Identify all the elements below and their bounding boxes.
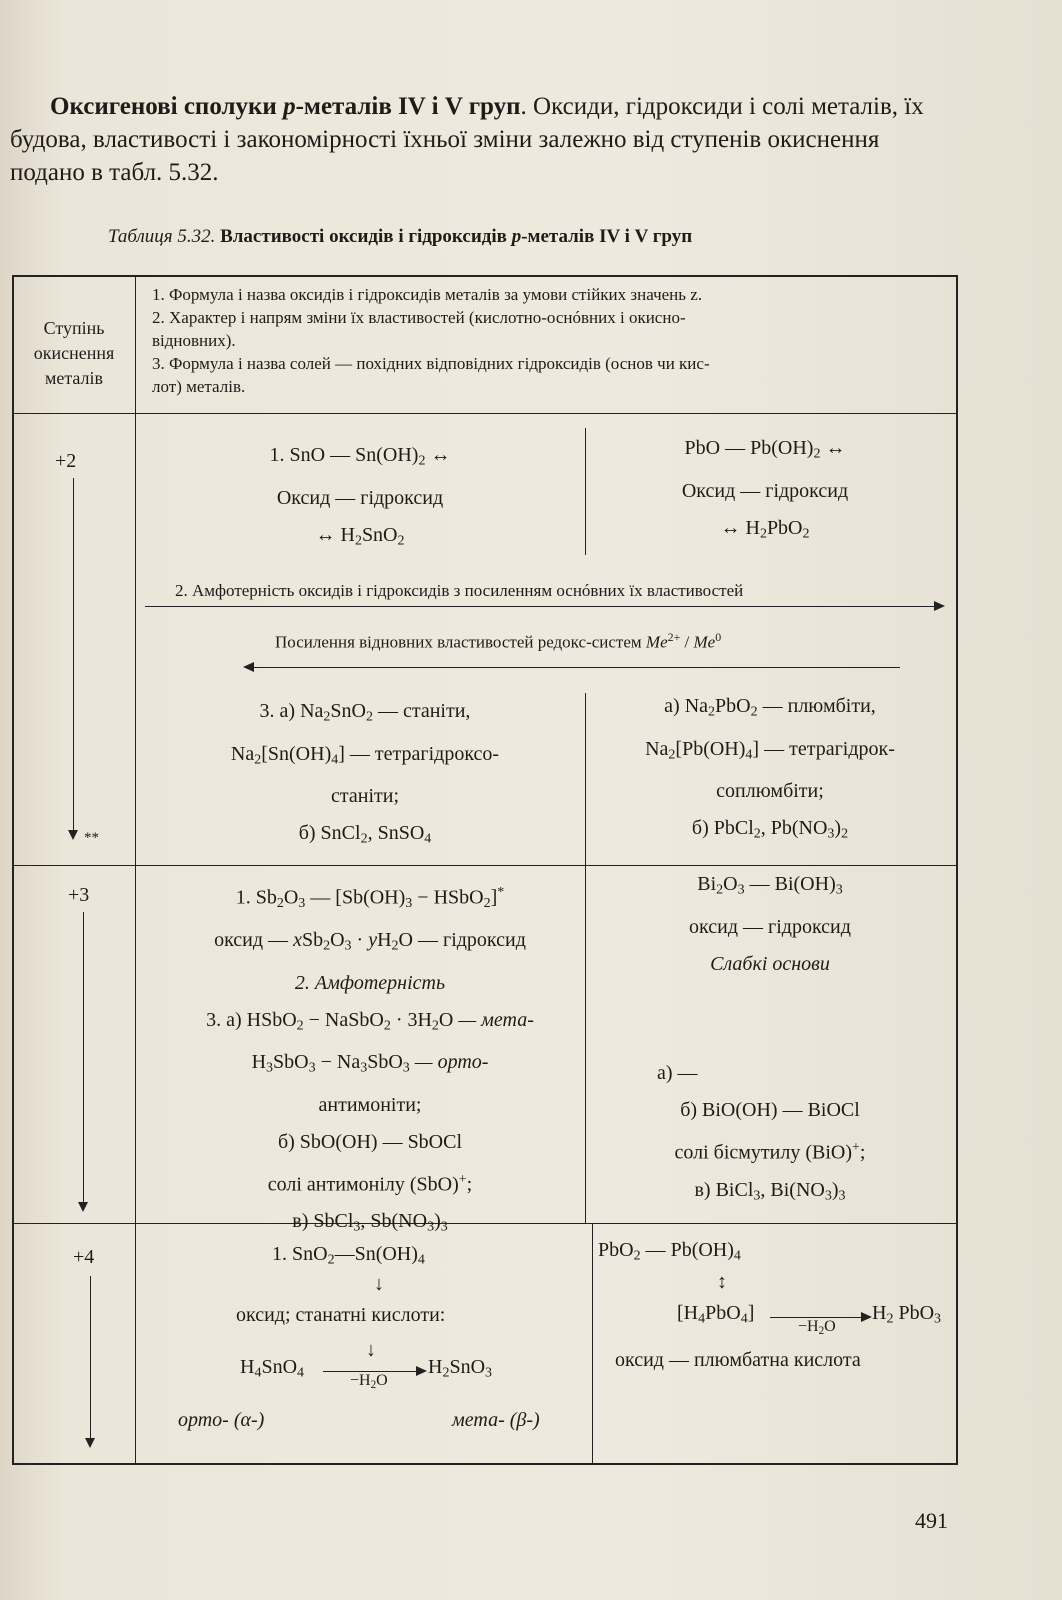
pb-dehydration-label: $-H_2O$ bbox=[798, 1318, 836, 1337]
sn-plus2-salts: 3. а) $Na_2SnO_2$ — станіти, $Na_2[Sn(OH)_4]$ — тетрагідроксо- станіти; б) SnCl$_2$, SnSO$_4$ bbox=[230, 700, 500, 847]
header-col2: 1. Формула і назва оксидів і гідроксидів металів за умови стійких значень z. 2. Характер і напрям зміни їх властивостей (кислотно-оснóвних і окисно- відновних). 3. Формула і назва солей — похідних відповідних гідроксидів (основ чи кис- лот) металів. bbox=[152, 285, 710, 396]
intro-rest: . Оксиди, гідроксиди і солі металів, їх будова, властивості і закономірності їхньої зміни залежно від ступенів окиснення подано в табл. 5.32. bbox=[10, 93, 924, 186]
sb-plus3-block: 1. $Sb_2O_3$ — [$Sb(OH)_3$ − HSbO$_2$]* оксид — $xSb_2O_3 \cdot yH_2O$ — гідроксид 2. Амфотерність 3. а) HSbO$_2$ − NaSbO$_2$ · $3H_2O$ — мета- $H_3SbO_3 - Na_3SbO_3$ — орто- антимоніти; б) SbO(OH) — SbOCl солі антимонілу (SbO)+; в) SbCl$_3$, $Sb(NO_3)_3$ bbox=[206, 885, 534, 1235]
sub-divider-plus4 bbox=[592, 1223, 593, 1465]
sn-plus4-down-arrow: ↓ bbox=[374, 1273, 384, 1295]
arrow-right-amphoterism bbox=[145, 606, 943, 607]
redox-label: Посилення відновних властивостей редокс-систем $Me^{2+} / Me^0$ bbox=[275, 630, 722, 652]
sn-dehydration-label: $-H_2O$ bbox=[350, 1372, 388, 1391]
arrow-down-plus3 bbox=[83, 912, 84, 1210]
amphoterism-label: 2. Амфотерність оксидів і гідроксидів з посиленням оснóвних їх властивостей bbox=[175, 581, 744, 600]
sn-plus4-meta: мета- (β-) bbox=[452, 1409, 540, 1431]
sub-divider-plus2-bottom bbox=[585, 693, 586, 865]
header-col1: Ступінь окиснення металів bbox=[33, 318, 115, 388]
state-plus4: +4 bbox=[73, 1246, 95, 1268]
caption-title: Властивості оксидів і гідроксидів p-металів IV і V груп bbox=[220, 226, 693, 247]
marker-plus2: ** bbox=[84, 830, 99, 846]
intro-p: p bbox=[283, 93, 296, 120]
sub-divider-plus2-top bbox=[585, 428, 586, 555]
pb-plus4-equilibrium: ↕ bbox=[717, 1271, 727, 1293]
state-plus3: +3 bbox=[68, 884, 90, 906]
table-caption bbox=[108, 226, 692, 248]
sn-plus4-meta-acid: $H_2SnO_3$ bbox=[428, 1356, 493, 1381]
arrow-left-redox bbox=[245, 667, 900, 668]
sn-plus4-oxide: 1. $SnO_2—Sn(OH)_4$ bbox=[272, 1243, 425, 1268]
intro-paragraph bbox=[10, 90, 960, 189]
sn-plus4-acids: $H_4SnO_4$ bbox=[240, 1356, 305, 1381]
sn-plus4-label: оксид; станатні кислоти: bbox=[236, 1304, 446, 1326]
caption-label: Таблиця 5.32. bbox=[108, 226, 216, 247]
intro-bold-lead: Оксигенові сполуки bbox=[50, 93, 277, 120]
pb-plus4-meta-acid: $H_2$ PbO$_3$ bbox=[872, 1302, 942, 1327]
page-number: 491 bbox=[915, 1508, 948, 1533]
sn-dehydration-tick: ↓ bbox=[366, 1339, 376, 1361]
pb-plus4-oxide: PbO$_2$ — $Pb(OH)_4$ bbox=[598, 1239, 741, 1264]
bi-plus3-bottom: а) — б) BiO(OH) — BiOCl солі бісмутилу (BiO)+; в) BiCl$_3$, $Bi(NO_3)_3$ bbox=[657, 1062, 866, 1204]
bi-plus3-top: $Bi_2O_3$ — $Bi(OH)_3$ оксид — гідроксид Слабкі основи bbox=[689, 873, 851, 975]
pb-plus4-acid: $[H_4PbO_4]$ bbox=[677, 1302, 755, 1327]
state-plus2: +2 bbox=[55, 450, 77, 472]
sn-plus4-ortho: орто- (α-) bbox=[178, 1409, 265, 1431]
column-divider bbox=[135, 275, 136, 1465]
pb-plus2-salts: а) $Na_2PbO_2$ — плюмбіти, $Na_2[Pb(OH)_4]$ — тетрагідрок- соплюмбіти; б) PbCl$_2$, $Pb(NO_3)_2$ bbox=[645, 695, 895, 842]
arrow-down-plus4 bbox=[90, 1276, 91, 1446]
row-divider-header bbox=[12, 413, 958, 414]
sn-plus2-formulas: 1. SnO — $Sn(OH)_2$ ↔ Оксид — гідроксид ↔ $H_2SnO_2$ bbox=[269, 444, 451, 548]
intro-bold-tail: -металів IV і V груп bbox=[295, 93, 521, 120]
pb-plus2-formulas: PbO — $Pb(OH)_2$ ↔ Оксид — гідроксид ↔ $H_2PbO_2$ bbox=[681, 437, 849, 541]
pb-plus4-label: оксид — плюмбатна кислота bbox=[615, 1349, 861, 1371]
arrow-down-plus2 bbox=[73, 478, 74, 838]
